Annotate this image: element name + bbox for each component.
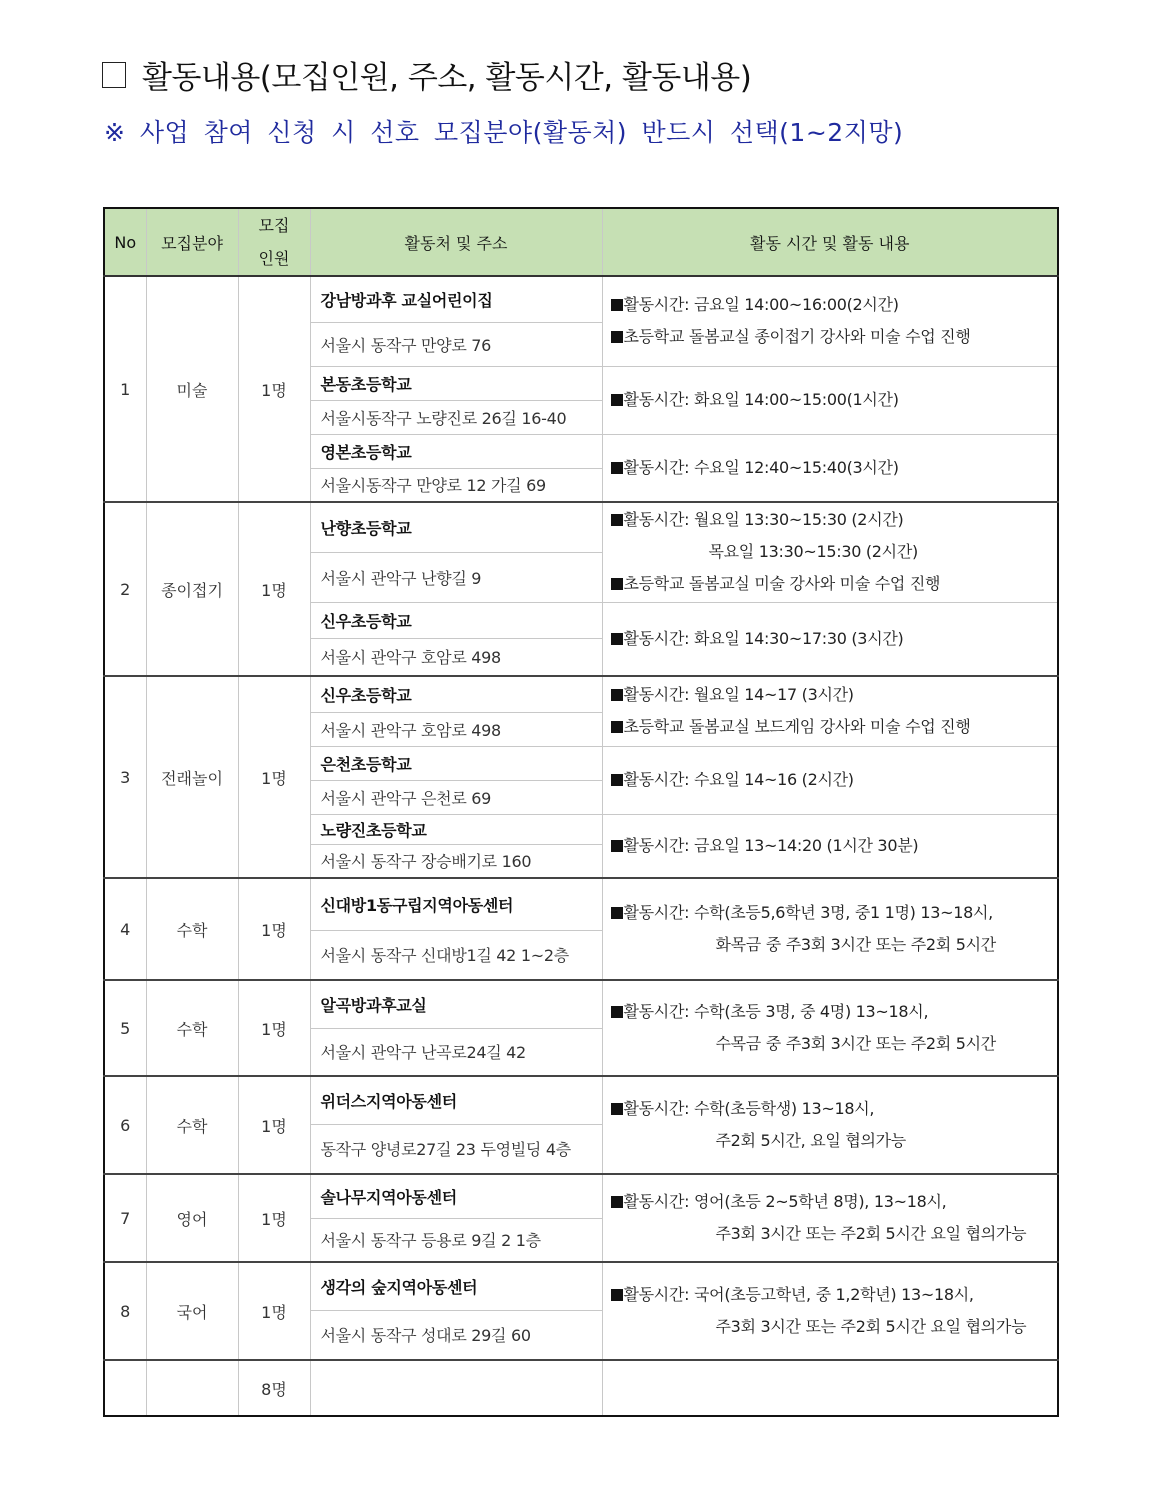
col-header-activity: 활동 시간 및 활동 내용 [602,208,1058,276]
selection-notice: ※ 사업 참여 신청 시 선호 모집분야(활동처) 반드시 선택(1~2지망) [104,118,904,147]
place-name: 솔나무지역아동센터 [310,1174,602,1218]
place-name: 신우초등학교 [310,602,602,638]
black-square-bullet-icon [611,840,623,852]
recruit-count: 1명 [238,676,310,878]
table-row [104,276,1058,322]
table-row [104,676,1058,712]
black-square-bullet-icon [611,1196,623,1208]
black-square-bullet-icon [611,774,623,786]
place-address: 서울시 동작구 만양로 76 [310,322,602,366]
black-square-bullet-icon [611,907,623,919]
place-name: 난향초등학교 [310,502,602,552]
place-name: 신우초등학교 [310,676,602,712]
black-square-bullet-icon [611,394,623,406]
row-number: 5 [104,980,146,1076]
activity-line: 목요일 13:30~15:30 (2시간) [708,542,918,562]
place-name: 영본초등학교 [310,434,602,468]
total-empty-place [310,1360,602,1416]
recruit-field: 수학 [146,878,238,980]
activity-details [602,502,1058,602]
place-name: 신대방1동구립지역아동센터 [310,878,602,930]
place-name: 본동초등학교 [310,366,602,400]
activity-line: 활동시간: 금요일 14:00~16:00(2시간) [611,289,1058,321]
place-address: 서울시 관악구 은천로 69 [310,780,602,814]
total-empty-activity [602,1360,1058,1416]
activity-line: 활동시간: 금요일 13~14:20 (1시간 30분) [611,830,1058,862]
activity-details [602,878,1058,980]
place-address: 서울시 동작구 등용로 9길 2 1층 [310,1218,602,1262]
col-header-field: 모집분야 [146,208,238,276]
activity-line: 활동시간: 수요일 12:40~15:40(3시간) [611,452,1058,484]
recruit-count: 1명 [238,980,310,1076]
activity-line: 활동시간: 영어(초등 2~5학년 8명), 13~18시, [611,1186,1058,1218]
place-address: 서울시동작구 만양로 12 가길 69 [310,468,602,502]
row-number: 4 [104,878,146,980]
place-address: 서울시 동작구 성대로 29길 60 [310,1310,602,1360]
black-square-bullet-icon [611,1006,623,1018]
place-address: 서울시 관악구 호암로 498 [310,638,602,676]
activity-details [602,1174,1058,1262]
black-square-bullet-icon [611,633,623,645]
table-row [104,980,1058,1028]
table-row [104,1076,1058,1124]
table-row [104,502,1058,552]
total-empty-no [104,1360,146,1416]
activity-details [602,434,1058,502]
black-square-bullet-icon [611,299,623,311]
black-square-bullet-icon [611,1289,623,1301]
activity-line: 활동시간: 국어(초등고학년, 중 1,2학년) 13~18시, [611,1279,1058,1311]
activity-line: 활동시간: 월요일 14~17 (3시간) [611,679,1058,711]
activity-line: 초등학교 돌봄교실 종이접기 강사와 미술 수업 진행 [611,321,1058,353]
recruit-count: 1명 [238,276,310,502]
place-address: 서울시 관악구 난향길 9 [310,552,602,602]
recruit-count: 1명 [238,502,310,676]
black-square-bullet-icon [611,1103,623,1115]
col-header-place: 활동처 및 주소 [310,208,602,276]
activity-line: 주3회 3시간 또는 주2회 5시간 요일 협의가능 [715,1224,1027,1243]
row-number: 3 [104,676,146,878]
activity-details [602,1076,1058,1174]
recruit-count: 1명 [238,1076,310,1174]
activity-details [602,676,1058,746]
place-name: 강남방과후 교실어린이집 [310,276,602,322]
total-empty-field [146,1360,238,1416]
activity-line: 수목금 중 주3회 3시간 또는 주2회 5시간 [715,1034,996,1053]
recruit-field: 수학 [146,980,238,1076]
place-address: 서울시 관악구 난곡로24길 42 [310,1028,602,1076]
recruit-field: 전래놀이 [146,676,238,878]
recruit-field: 미술 [146,276,238,502]
col-header-no: No [104,208,146,276]
activity-line: 화목금 중 주3회 3시간 또는 주2회 5시간 [715,935,996,954]
activity-line: 활동시간: 월요일 13:30~15:30 (2시간) [611,504,1058,536]
row-number: 8 [104,1262,146,1360]
activity-line: 활동시간: 수학(초등5,6학년 3명, 중1 1명) 13~18시, [611,897,1058,929]
activity-details [602,1262,1058,1360]
activity-details [602,276,1058,366]
activity-details [602,980,1058,1076]
place-address: 서울시 동작구 신대방1길 42 1~2층 [310,930,602,980]
activity-line: 활동시간: 수요일 14~16 (2시간) [611,764,1058,796]
activity-details [602,366,1058,434]
recruit-count: 1명 [238,878,310,980]
table-header-row [104,208,1058,276]
activity-line: 초등학교 돌봄교실 보드게임 강사와 미술 수업 진행 [611,711,1058,743]
place-name: 노량진초등학교 [310,814,602,844]
col-header-count: 모집 인원 [238,208,310,276]
recruit-count: 1명 [238,1174,310,1262]
recruitment-table [103,207,1059,1417]
place-address: 서울시 관악구 호암로 498 [310,712,602,746]
recruit-field: 국어 [146,1262,238,1360]
activity-line: 활동시간: 수학(초등학생) 13~18시, [611,1093,1058,1125]
checkbox-square-icon [102,62,126,88]
activity-line: 활동시간: 수학(초등 3명, 중 4명) 13~18시, [611,996,1058,1028]
activity-line: 초등학교 돌봄교실 미술 강사와 미술 수업 진행 [611,568,1058,600]
place-name: 은천초등학교 [310,746,602,780]
row-number: 6 [104,1076,146,1174]
place-address: 동작구 양녕로27길 23 두영빌딩 4층 [310,1124,602,1174]
black-square-bullet-icon [611,689,623,701]
table-row [104,1262,1058,1310]
recruit-field: 수학 [146,1076,238,1174]
recruit-field: 종이접기 [146,502,238,676]
place-name: 위더스지역아동센터 [310,1076,602,1124]
black-square-bullet-icon [611,462,623,474]
section-title-text: 활동내용(모집인원, 주소, 활동시간, 활동내용) [142,60,752,96]
place-address: 서울시 동작구 장승배기로 160 [310,844,602,878]
place-address: 서울시동작구 노량진로 26길 16-40 [310,400,602,434]
recruit-count: 1명 [238,1262,310,1360]
total-row [104,1360,1058,1416]
place-name: 생각의 숲지역아동센터 [310,1262,602,1310]
table-row [104,878,1058,930]
activity-details [602,602,1058,676]
recruit-field: 영어 [146,1174,238,1262]
black-square-bullet-icon [611,514,623,526]
total-count: 8명 [238,1360,310,1416]
row-number: 2 [104,502,146,676]
activity-line: 주2회 5시간, 요일 협의가능 [715,1131,906,1150]
activity-details [602,746,1058,814]
black-square-bullet-icon [611,721,623,733]
section-title [102,52,751,97]
row-number: 1 [104,276,146,502]
black-square-bullet-icon [611,331,623,343]
activity-line: 활동시간: 화요일 14:00~15:00(1시간) [611,384,1058,416]
activity-line: 주3회 3시간 또는 주2회 5시간 요일 협의가능 [715,1317,1027,1336]
black-square-bullet-icon [611,578,623,590]
activity-details [602,814,1058,878]
place-name: 알곡방과후교실 [310,980,602,1028]
table-row [104,1174,1058,1218]
row-number: 7 [104,1174,146,1262]
activity-line: 활동시간: 화요일 14:30~17:30 (3시간) [611,623,1058,655]
